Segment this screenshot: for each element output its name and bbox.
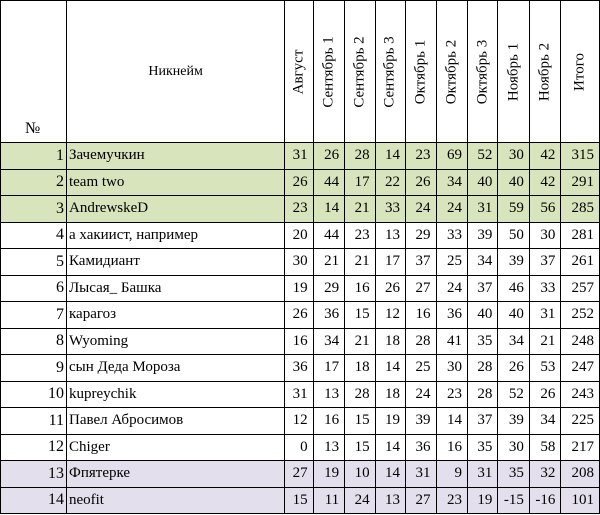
total-cell: 291 <box>561 169 600 196</box>
score-cell: 19 <box>285 275 313 302</box>
header-month <box>345 1 375 143</box>
score-cell: 30 <box>498 434 529 461</box>
score-cell: 58 <box>529 434 560 461</box>
score-cell: 18 <box>345 355 375 382</box>
score-cell: 39 <box>498 408 529 435</box>
score-cell: 12 <box>285 408 313 435</box>
score-cell: 50 <box>498 222 529 249</box>
header-nickname: Никнейм <box>66 1 284 143</box>
header-month-label: Октябрь 2 <box>443 39 460 104</box>
nickname-cell: Зачемучкин <box>66 143 284 170</box>
rank-cell: 5 <box>1 249 67 276</box>
score-cell: 21 <box>529 328 560 355</box>
total-cell: 315 <box>561 143 600 170</box>
header-month <box>313 1 344 143</box>
score-cell: 20 <box>285 222 313 249</box>
score-cell: 28 <box>467 355 497 382</box>
score-cell: 15 <box>345 434 375 461</box>
score-cell: 13 <box>375 222 405 249</box>
header-month <box>436 1 467 143</box>
score-cell: 23 <box>436 381 467 408</box>
header-month <box>498 1 529 143</box>
score-cell: 16 <box>345 275 375 302</box>
header-month-label: Октябрь 3 <box>474 39 491 104</box>
score-cell: 25 <box>406 355 436 382</box>
rank-cell: 2 <box>1 169 67 196</box>
score-cell: 30 <box>529 222 560 249</box>
score-cell: 39 <box>498 249 529 276</box>
score-cell: 40 <box>467 302 497 329</box>
score-cell: 42 <box>529 169 560 196</box>
header-month-label: Сентябрь 2 <box>351 35 368 108</box>
header-month <box>406 1 436 143</box>
score-cell: 36 <box>313 302 344 329</box>
score-cell: 14 <box>313 196 344 223</box>
rank-cell: 4 <box>1 222 67 249</box>
score-cell: 16 <box>285 328 313 355</box>
rank-cell: 14 <box>1 487 67 514</box>
table-body <box>1 143 600 514</box>
score-cell: 35 <box>467 434 497 461</box>
score-cell: 26 <box>313 143 344 170</box>
score-cell: 28 <box>467 381 497 408</box>
nickname-cell: Chiger <box>66 434 284 461</box>
rank-cell: 10 <box>1 381 67 408</box>
header-month <box>467 1 497 143</box>
score-cell: 9 <box>436 461 467 488</box>
header-month <box>529 1 560 143</box>
score-cell: 13 <box>375 487 405 514</box>
score-cell: 37 <box>406 249 436 276</box>
total-cell: 248 <box>561 328 600 355</box>
total-cell: 261 <box>561 249 600 276</box>
score-cell: 37 <box>467 408 497 435</box>
score-cell: 15 <box>345 408 375 435</box>
rank-cell: 7 <box>1 302 67 329</box>
table-row <box>1 328 600 355</box>
header-total <box>561 1 600 143</box>
score-cell: 34 <box>313 328 344 355</box>
score-cell: 21 <box>345 328 375 355</box>
nickname-cell: AndrewskeD <box>66 196 284 223</box>
score-cell: 59 <box>498 196 529 223</box>
score-cell: 40 <box>467 169 497 196</box>
score-cell: 14 <box>375 355 405 382</box>
score-cell: 33 <box>375 196 405 223</box>
header-month-label: Ноябрь 2 <box>536 42 553 101</box>
score-cell: 25 <box>436 249 467 276</box>
nickname-cell: Камидиант <box>66 249 284 276</box>
score-cell: 35 <box>498 461 529 488</box>
score-cell: 27 <box>285 461 313 488</box>
header-total-label: Итого <box>571 52 588 91</box>
nickname-cell: Wyoming <box>66 328 284 355</box>
score-cell: 31 <box>529 302 560 329</box>
total-cell: 247 <box>561 355 600 382</box>
score-cell: 28 <box>345 381 375 408</box>
total-cell: 257 <box>561 275 600 302</box>
score-cell: 23 <box>436 487 467 514</box>
score-cell: 16 <box>436 434 467 461</box>
score-cell: 26 <box>406 169 436 196</box>
score-cell: 31 <box>467 461 497 488</box>
score-cell: 28 <box>345 143 375 170</box>
table-row <box>1 461 600 488</box>
score-cell: 31 <box>406 461 436 488</box>
table-row <box>1 222 600 249</box>
score-cell: 42 <box>529 143 560 170</box>
score-cell: 16 <box>313 408 344 435</box>
table-row <box>1 355 600 382</box>
nickname-cell: Фпятерке <box>66 461 284 488</box>
score-cell: 34 <box>498 328 529 355</box>
score-cell: 44 <box>313 222 344 249</box>
score-cell: 52 <box>498 381 529 408</box>
rank-cell: 8 <box>1 328 67 355</box>
table-row <box>1 143 600 170</box>
score-cell: -16 <box>529 487 560 514</box>
header-month <box>375 1 405 143</box>
score-cell: 26 <box>375 275 405 302</box>
score-cell: 56 <box>529 196 560 223</box>
score-cell: 13 <box>313 434 344 461</box>
score-cell: 17 <box>313 355 344 382</box>
score-cell: 22 <box>375 169 405 196</box>
score-cell: 24 <box>436 196 467 223</box>
total-cell: 101 <box>561 487 600 514</box>
score-cell: 14 <box>436 408 467 435</box>
score-cell: 19 <box>375 408 405 435</box>
total-cell: 252 <box>561 302 600 329</box>
rank-cell: 6 <box>1 275 67 302</box>
score-cell: 14 <box>375 461 405 488</box>
total-cell: 285 <box>561 196 600 223</box>
header-row <box>1 1 600 143</box>
score-cell: 19 <box>467 487 497 514</box>
table-row <box>1 196 600 223</box>
score-cell: 33 <box>529 275 560 302</box>
table-row <box>1 302 600 329</box>
score-cell: 30 <box>285 249 313 276</box>
nickname-cell: Павел Абросимов <box>66 408 284 435</box>
score-cell: 0 <box>285 434 313 461</box>
score-cell: 53 <box>529 355 560 382</box>
nickname-cell: сын Деда Мороза <box>66 355 284 382</box>
score-cell: 18 <box>375 328 405 355</box>
score-cell: 24 <box>406 381 436 408</box>
score-cell: 27 <box>406 487 436 514</box>
score-cell: 26 <box>529 381 560 408</box>
nickname-cell: Лысая_ Башка <box>66 275 284 302</box>
table-row <box>1 487 600 514</box>
score-cell: 39 <box>467 222 497 249</box>
score-cell: 13 <box>313 381 344 408</box>
score-cell: 16 <box>406 302 436 329</box>
nickname-cell: kupreychik <box>66 381 284 408</box>
total-cell: 208 <box>561 461 600 488</box>
rank-cell: 12 <box>1 434 67 461</box>
table-row <box>1 408 600 435</box>
score-cell: 21 <box>345 249 375 276</box>
table-row <box>1 275 600 302</box>
score-cell: 18 <box>375 381 405 408</box>
score-cell: 41 <box>436 328 467 355</box>
score-cell: 15 <box>285 487 313 514</box>
score-cell: 23 <box>345 222 375 249</box>
score-cell: 36 <box>436 302 467 329</box>
score-cell: 23 <box>285 196 313 223</box>
score-cell: 10 <box>345 461 375 488</box>
nickname-cell: team two <box>66 169 284 196</box>
total-cell: 281 <box>561 222 600 249</box>
score-cell: 31 <box>467 196 497 223</box>
score-cell: 15 <box>345 302 375 329</box>
total-cell: 243 <box>561 381 600 408</box>
rank-cell: 13 <box>1 461 67 488</box>
score-cell: -15 <box>498 487 529 514</box>
total-cell: 217 <box>561 434 600 461</box>
score-cell: 34 <box>529 408 560 435</box>
score-cell: 36 <box>285 355 313 382</box>
score-cell: 17 <box>375 249 405 276</box>
nickname-cell: а хакиист, например <box>66 222 284 249</box>
score-cell: 46 <box>498 275 529 302</box>
score-cell: 52 <box>467 143 497 170</box>
score-cell: 37 <box>529 249 560 276</box>
score-cell: 29 <box>313 275 344 302</box>
total-cell: 225 <box>561 408 600 435</box>
score-cell: 40 <box>498 169 529 196</box>
nickname-cell: neofit <box>66 487 284 514</box>
score-cell: 24 <box>345 487 375 514</box>
score-cell: 17 <box>345 169 375 196</box>
nickname-cell: карагоз <box>66 302 284 329</box>
score-cell: 30 <box>498 143 529 170</box>
rank-cell: 11 <box>1 408 67 435</box>
score-cell: 37 <box>467 275 497 302</box>
table-row <box>1 249 600 276</box>
score-cell: 14 <box>375 434 405 461</box>
score-cell: 29 <box>406 222 436 249</box>
rank-cell: 3 <box>1 196 67 223</box>
score-cell: 19 <box>313 461 344 488</box>
score-cell: 40 <box>498 302 529 329</box>
score-cell: 11 <box>313 487 344 514</box>
score-cell: 27 <box>406 275 436 302</box>
header-month-label: Сентябрь 3 <box>381 35 398 108</box>
table-row <box>1 169 600 196</box>
score-cell: 34 <box>436 169 467 196</box>
header-number: № <box>1 1 67 143</box>
header-month <box>285 1 313 143</box>
rank-cell: 1 <box>1 143 67 170</box>
score-cell: 35 <box>467 328 497 355</box>
score-cell: 24 <box>406 196 436 223</box>
header-month-label: Август <box>290 49 307 94</box>
header-month-label: Ноябрь 1 <box>505 42 522 101</box>
score-cell: 23 <box>406 143 436 170</box>
score-cell: 31 <box>285 381 313 408</box>
header-month-label: Октябрь 1 <box>412 39 429 104</box>
score-cell: 32 <box>529 461 560 488</box>
score-cell: 26 <box>498 355 529 382</box>
table-row <box>1 434 600 461</box>
score-cell: 69 <box>436 143 467 170</box>
score-cell: 36 <box>406 434 436 461</box>
score-cell: 12 <box>375 302 405 329</box>
score-cell: 30 <box>436 355 467 382</box>
score-cell: 21 <box>345 196 375 223</box>
score-cell: 31 <box>285 143 313 170</box>
score-cell: 33 <box>436 222 467 249</box>
table-row <box>1 381 600 408</box>
score-cell: 24 <box>436 275 467 302</box>
score-cell: 21 <box>313 249 344 276</box>
score-cell: 26 <box>285 169 313 196</box>
score-cell: 34 <box>467 249 497 276</box>
score-cell: 39 <box>406 408 436 435</box>
score-cell: 28 <box>406 328 436 355</box>
score-cell: 26 <box>285 302 313 329</box>
score-cell: 44 <box>313 169 344 196</box>
score-cell: 14 <box>375 143 405 170</box>
rank-cell: 9 <box>1 355 67 382</box>
header-month-label: Сентябрь 1 <box>320 35 337 108</box>
